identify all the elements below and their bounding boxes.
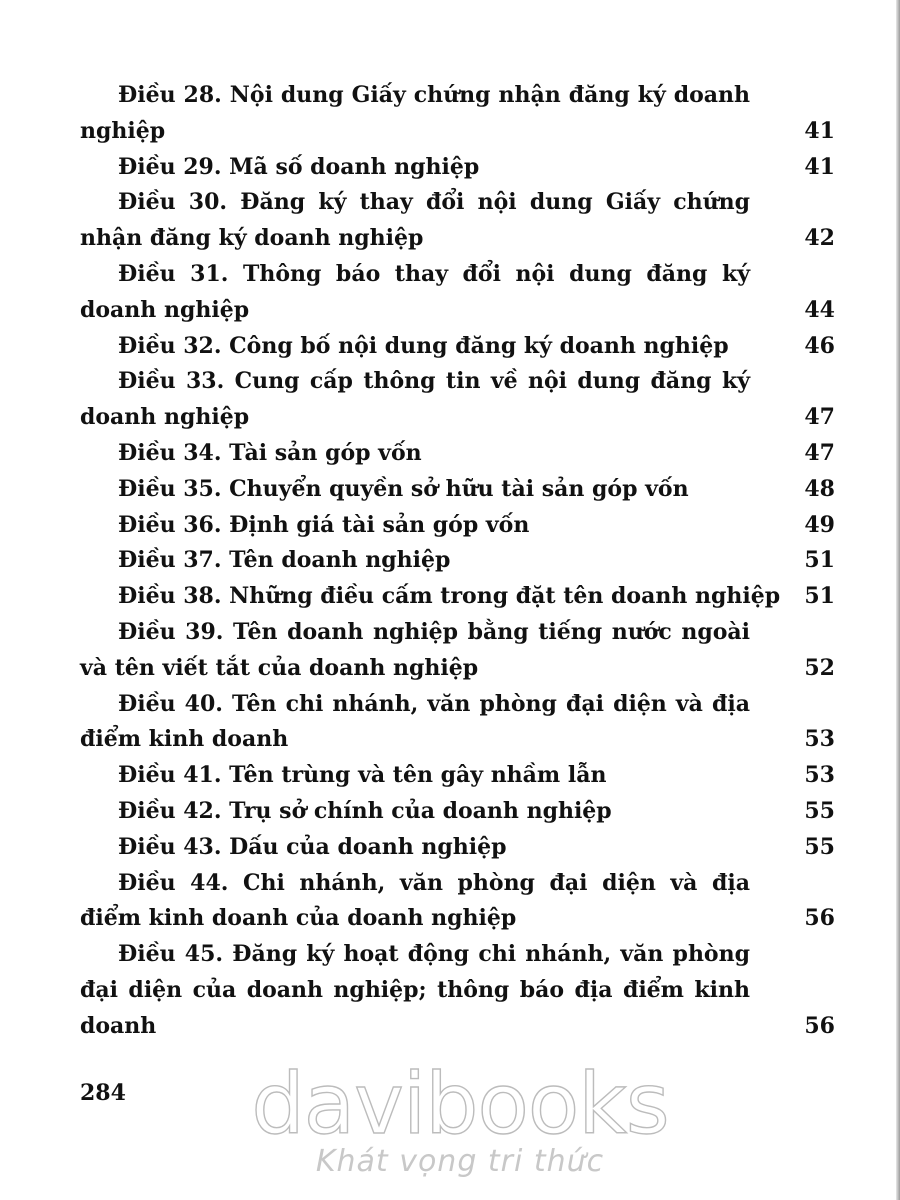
page-number: 284 [80,1080,126,1106]
watermark-slogan: Khát vọng tri thức [315,1144,605,1179]
toc-entry-29 [80,150,835,186]
toc-entry-page: 56 [804,1012,835,1039]
toc-entry-42 [80,794,835,830]
toc-entry-title: Điều 34. Tài sản góp vốn [118,439,422,466]
toc-entry-title: Điều 42. Trụ sở chính của doanh nghiệp [118,797,612,824]
toc-entry-page: 41 [804,153,835,180]
toc-entry-title: Điều 31. Thông báo thay đổi nội dung đăng ký doanh nghiệp [80,260,750,323]
toc-entry-page: 47 [804,439,835,466]
toc-entry-page: 53 [804,762,835,789]
toc-entry-title: Điều 33. Cung cấp thông tin về nội dung đăng ký doanh nghiệp [80,368,750,431]
toc-entry-43 [80,830,835,866]
toc-entry-title: Điều 28. Nội dung Giấy chứng nhận đăng ký doanh nghiệp [80,82,750,144]
toc-entry-page: 41 [804,117,835,144]
toc-entry-40 [80,687,835,759]
toc-entry-35 [80,472,835,508]
toc-entry-36 [80,508,835,544]
toc-entry-page: 49 [804,511,835,538]
toc-entry-page: 46 [804,332,835,359]
toc-entry-28 [80,78,835,150]
toc-entry-30 [80,185,835,257]
toc-entry-page: 47 [804,404,835,431]
toc-entry-44 [80,866,835,938]
toc-entry-page: 55 [804,833,835,860]
toc-entry-title: Điều 39. Tên doanh nghiệp bằng tiếng nước ngoài và tên viết tắt của doanh nghiệp [80,618,750,681]
toc-entry-title: Điều 38. Những điều cấm trong đặt tên doanh nghiệp [118,583,781,610]
toc-entry-title: Điều 29. Mã số doanh nghiệp [118,153,480,180]
toc-entry-page: 51 [804,547,835,574]
toc-entry-title: Điều 37. Tên doanh nghiệp [118,547,451,574]
toc-entry-37 [80,543,835,579]
toc-entry-page: 42 [804,225,835,252]
toc-entry-page: 51 [804,583,835,610]
toc-entry-page: 48 [804,475,835,502]
toc-entry-title: Điều 36. Định giá tài sản góp vốn [118,511,530,538]
toc-entry-32 [80,329,835,365]
toc-entry-34 [80,436,835,472]
toc-entry-title: Điều 44. Chi nhánh, văn phòng đại diện và địa điểm kinh doanh của doanh nghiệp [80,869,750,932]
toc-entry-41 [80,758,835,794]
table-of-contents [80,78,835,1045]
toc-entry-page: 56 [804,905,835,932]
toc-entry-31 [80,257,835,329]
toc-entry-title: Điều 32. Công bố nội dung đăng ký doanh nghiệp [118,332,729,359]
page-edge-shadow [896,0,900,1200]
toc-entry-title: Điều 45. Đăng ký hoạt động chi nhánh, văn phòng đại diện của doanh nghiệp; thông báo địa điểm kinh doanh [80,941,750,1039]
toc-entry-title: Điều 40. Tên chi nhánh, văn phòng đại diện và địa điểm kinh doanh [80,690,750,753]
toc-entry-39 [80,615,835,687]
toc-entry-page: 53 [804,726,835,753]
toc-entry-page: 52 [804,654,835,681]
toc-entry-page: 44 [804,296,835,323]
watermark-brand: davibooks [251,1055,669,1153]
toc-entry-title: Điều 41. Tên trùng và tên gây nhầm lẫn [118,762,607,789]
toc-entry-title: Điều 35. Chuyển quyền sở hữu tài sản góp vốn [118,475,689,502]
toc-entry-38 [80,579,835,615]
toc-entry-33 [80,364,835,436]
toc-entry-title: Điều 43. Dấu của doanh nghiệp [118,833,507,860]
toc-entry-45 [80,937,835,1044]
toc-entry-page: 55 [804,797,835,824]
watermark [250,1055,670,1180]
toc-entry-title: Điều 30. Đăng ký thay đổi nội dung Giấy chứng nhận đăng ký doanh nghiệp [80,189,750,252]
